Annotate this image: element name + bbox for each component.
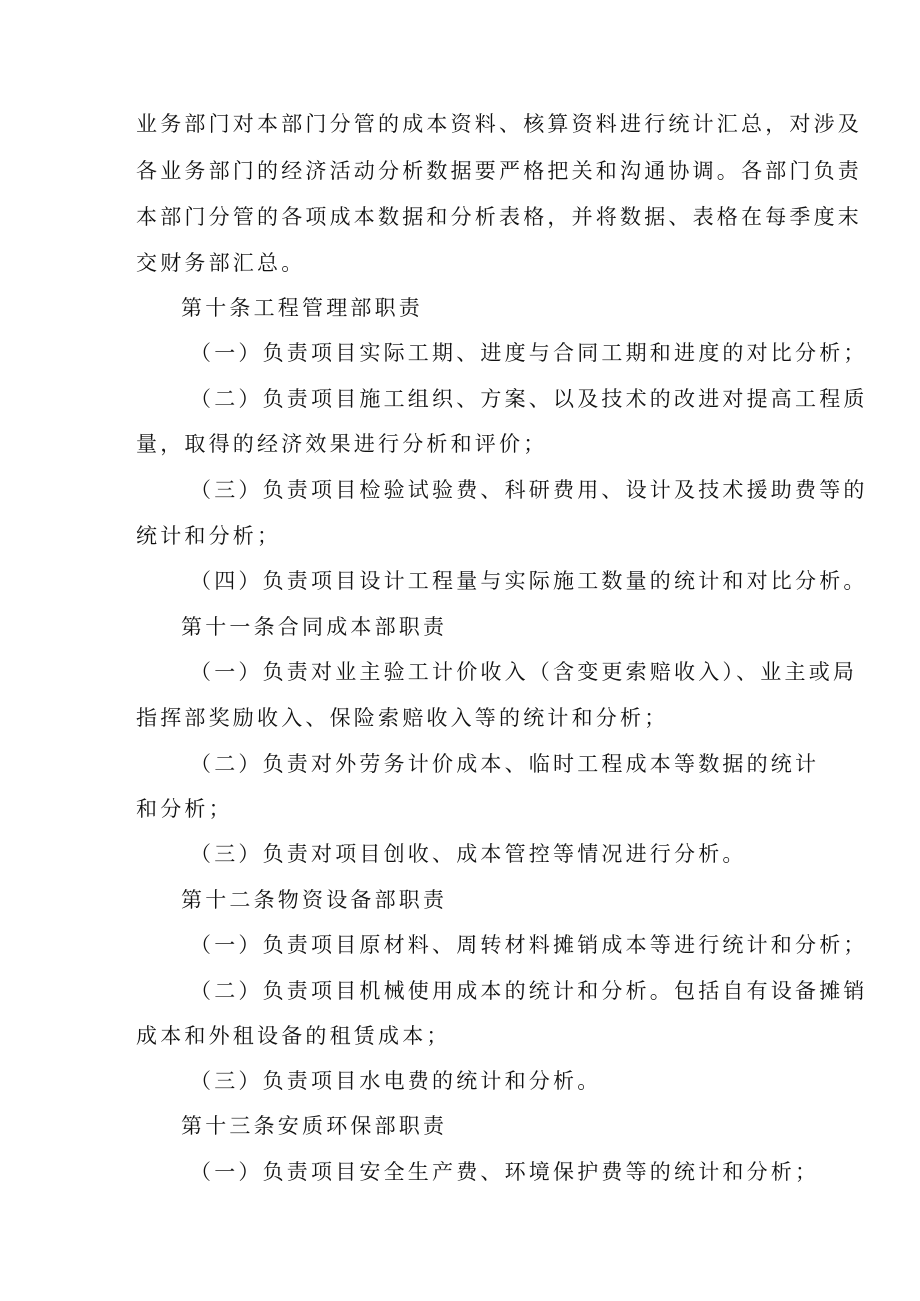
article-heading: 第十条工程管理部职责 [181,296,423,320]
paragraph-line: 交财务部汇总。 [136,251,306,275]
clause-line: （二）负责项目机械使用成本的统计和分析。包括自有设备摊销 [190,979,868,1003]
clause-line: （一）负责项目安全生产费、环境保护费等的统计和分析； [190,1160,820,1184]
clause-line: （一）负责对业主验工计价收入（含变更索赔收入）、业主或局 [190,660,858,684]
paragraph-line: 本部门分管的各项成本数据和分析表格，并将数据、表格在每季度末 [136,205,862,229]
clause-line: （二）负责对外劳务计价成本、临时工程成本等数据的统计 [190,752,820,776]
clause-line: （三）负责对项目创收、成本管控等情况进行分析。 [190,842,747,866]
clause-line: （二）负责项目施工组织、方案、以及技术的改进对提高工程质 [190,387,868,411]
clause-continuation: 统计和分析； [136,524,282,548]
clause-line: （三）负责项目水电费的统计和分析。 [190,1069,602,1093]
clause-line: （三）负责项目检验试验费、科研费用、设计及技术援助费等的 [190,478,868,502]
paragraph-line: 各业务部门的经济活动分析数据要严格把关和沟通协调。各部门负责 [136,159,862,183]
clause-continuation: 和分析； [136,797,233,821]
clause-line: （一）负责项目原材料、周转材料摊销成本等进行统计和分析； [190,933,868,957]
article-heading: 第十一条合同成本部职责 [181,615,448,639]
paragraph-line: 业务部门对本部门分管的成本资料、核算资料进行统计汇总，对涉及 [136,112,862,136]
article-heading: 第十三条安质环保部职责 [181,1114,448,1138]
clause-line: （四）负责项目设计工程量与实际施工数量的统计和对比分析。 [190,569,868,593]
clause-continuation: 量，取得的经济效果进行分析和评价； [136,432,548,456]
clause-line: （一）负责项目实际工期、进度与合同工期和进度的对比分析； [190,341,868,365]
clause-continuation: 成本和外租设备的租赁成本； [136,1024,451,1048]
article-heading: 第十二条物资设备部职责 [181,888,448,912]
clause-continuation: 指挥部奖励收入、保险索赔收入等的统计和分析； [136,706,669,730]
